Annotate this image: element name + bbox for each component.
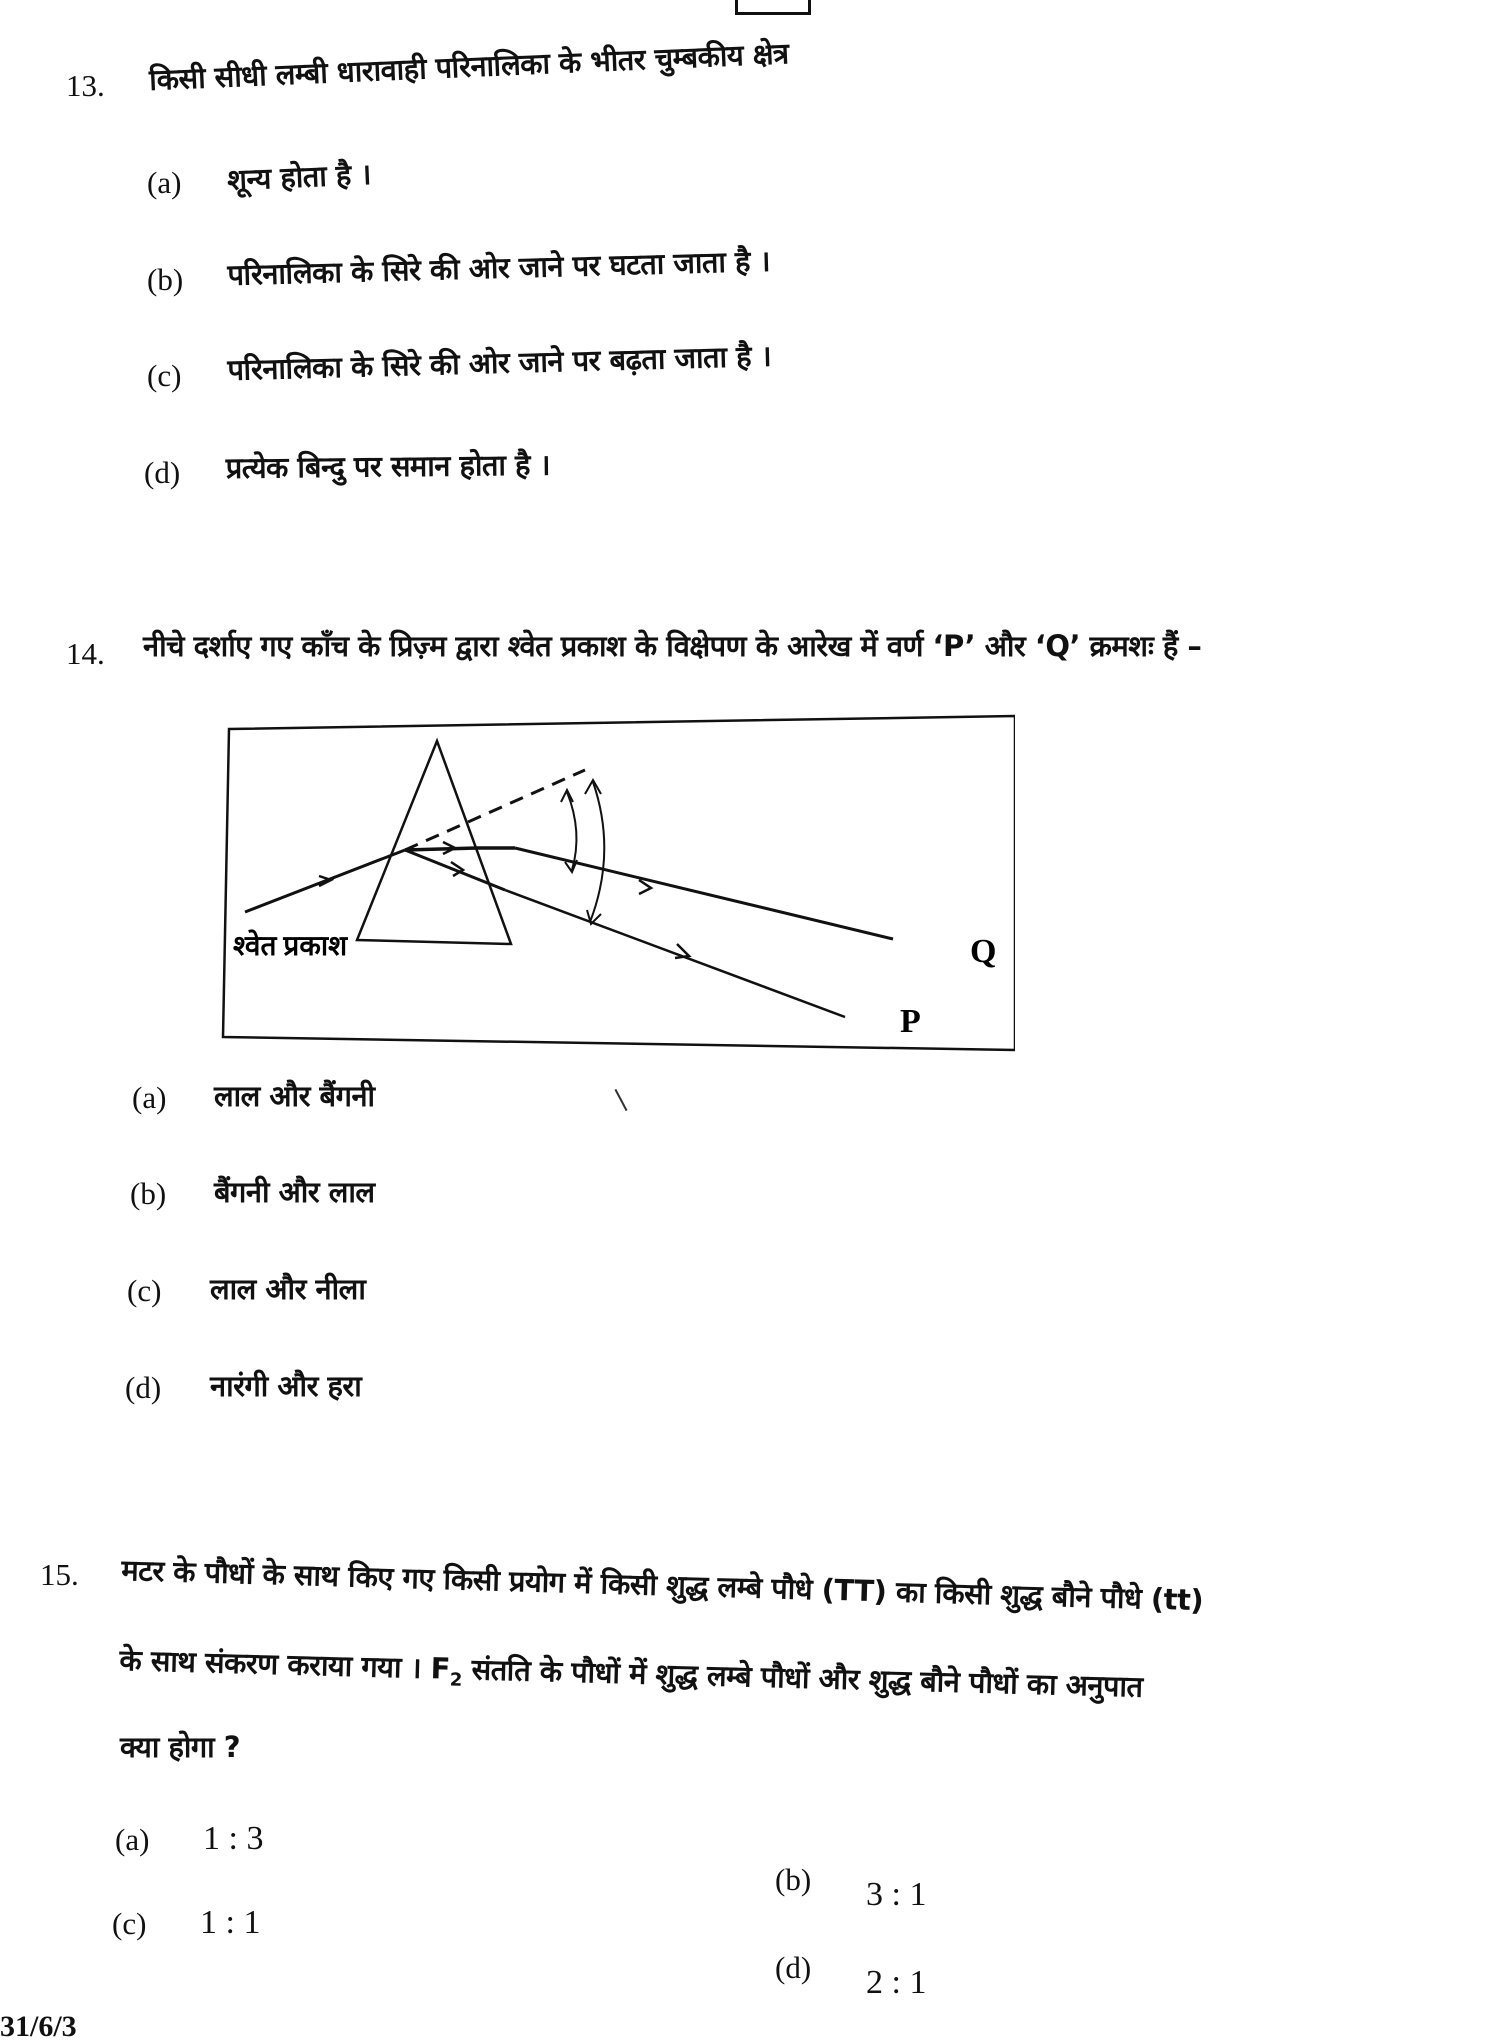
- deviation-arc-q: [567, 792, 576, 870]
- paper-code: 31/6/3: [0, 2010, 77, 2043]
- q15-option-a-label[interactable]: (a): [115, 1822, 150, 1857]
- incident-light-label: श्वेत प्रकाश: [233, 931, 348, 962]
- q13-option-d-label[interactable]: (d): [144, 455, 181, 490]
- ray-label-q: Q: [970, 933, 997, 970]
- q14-option-b-label[interactable]: (b): [130, 1176, 167, 1211]
- q14-option-b-text: बैंगनी और लाल: [214, 1175, 375, 1209]
- arrow-icon: [639, 880, 651, 894]
- emergent-ray-p: [505, 890, 845, 1017]
- question-15-line-2: [119, 1640, 1143, 1709]
- q13-option-b-label[interactable]: (b): [147, 262, 184, 297]
- question-13-number: 13.: [66, 68, 105, 103]
- question-15-line-1: मटर के पौधों के साथ किए गए किसी प्रयोग में किसी शुद्ध लम्बे पौधे (TT) का किसी शुद्ध बौने पौधे (tt): [120, 1552, 1204, 1618]
- q14-option-d-label[interactable]: (d): [125, 1370, 162, 1405]
- q15-option-d-text: 2 : 1: [866, 1964, 927, 2001]
- q13-option-a-text: शून्य होता है ।: [226, 157, 372, 198]
- q15-text-rest: संतति के पौधों में शुद्ध लम्बे पौधों और शुद्ध बौने पौधों का अनुपात: [461, 1651, 1143, 1704]
- scan-artifact: [735, 0, 811, 15]
- q14-option-c-text: लाल और नीला: [210, 1272, 366, 1306]
- q15-option-d-label[interactable]: (d): [775, 1950, 812, 1985]
- q14-option-c-label[interactable]: (c): [127, 1273, 162, 1308]
- question-13-text: किसी सीधी लम्बी धारावाही परिनालिका के भीतर चुम्बकीय क्षेत्र: [148, 36, 790, 98]
- arrow-icon: [675, 944, 689, 958]
- q13-option-c-text: परिनालिका के सिरे की ओर जाने पर बढ़ता जाता है ।: [227, 338, 772, 388]
- q15-option-a-text: 1 : 3: [203, 1820, 264, 1857]
- q15-option-c-text: 1 : 1: [200, 1904, 261, 1941]
- q14-option-d-text: नारंगी और हरा: [210, 1369, 362, 1403]
- ray-inside-upper: [405, 848, 515, 850]
- q13-option-b-text: परिनालिका के सिरे की ओर जाने पर घटता जाता है ।: [227, 243, 771, 293]
- q15-text-f: के साथ संकरण कराया गया । F: [119, 1642, 451, 1686]
- ray-label-p: P: [900, 1003, 921, 1040]
- q14-option-a-text: लाल और बैंगनी: [214, 1079, 375, 1113]
- q15-option-c-label[interactable]: (c): [112, 1906, 147, 1941]
- question-15-line-3: क्या होगा ?: [120, 1730, 241, 1764]
- question-14-text: नीचे दर्शाए गए काँच के प्रिज़्म द्वारा श्वेत प्रकाश के विक्षेपण के आरेख में वर्ण ‘P’ और ‘Q’ क्रमशः हैं –: [143, 629, 1202, 663]
- diagram-frame: [223, 716, 1015, 1050]
- question-15-number: 15.: [40, 1557, 79, 1592]
- q13-option-a-label[interactable]: (a): [147, 165, 182, 200]
- emergent-ray-q: [515, 848, 893, 939]
- q13-option-d-text: प्रत्येक बिन्दु पर समान होता है ।: [225, 447, 551, 486]
- prism-triangle: [357, 741, 511, 944]
- ray-inside-lower: [405, 850, 505, 890]
- dashed-undeviated-path: [405, 770, 585, 850]
- q14-option-a-label[interactable]: (a): [132, 1080, 167, 1115]
- deviation-arc-p: [590, 782, 604, 922]
- q15-option-b-text: 3 : 1: [866, 1876, 927, 1913]
- q15-option-b-label[interactable]: (b): [775, 1862, 812, 1897]
- q13-option-c-label[interactable]: (c): [147, 358, 182, 393]
- scan-artifact: [614, 1089, 627, 1111]
- question-14-number: 14.: [66, 636, 105, 671]
- q15-subscript-2: 2: [449, 1669, 463, 1691]
- prism-dispersion-diagram: [215, 712, 1015, 1052]
